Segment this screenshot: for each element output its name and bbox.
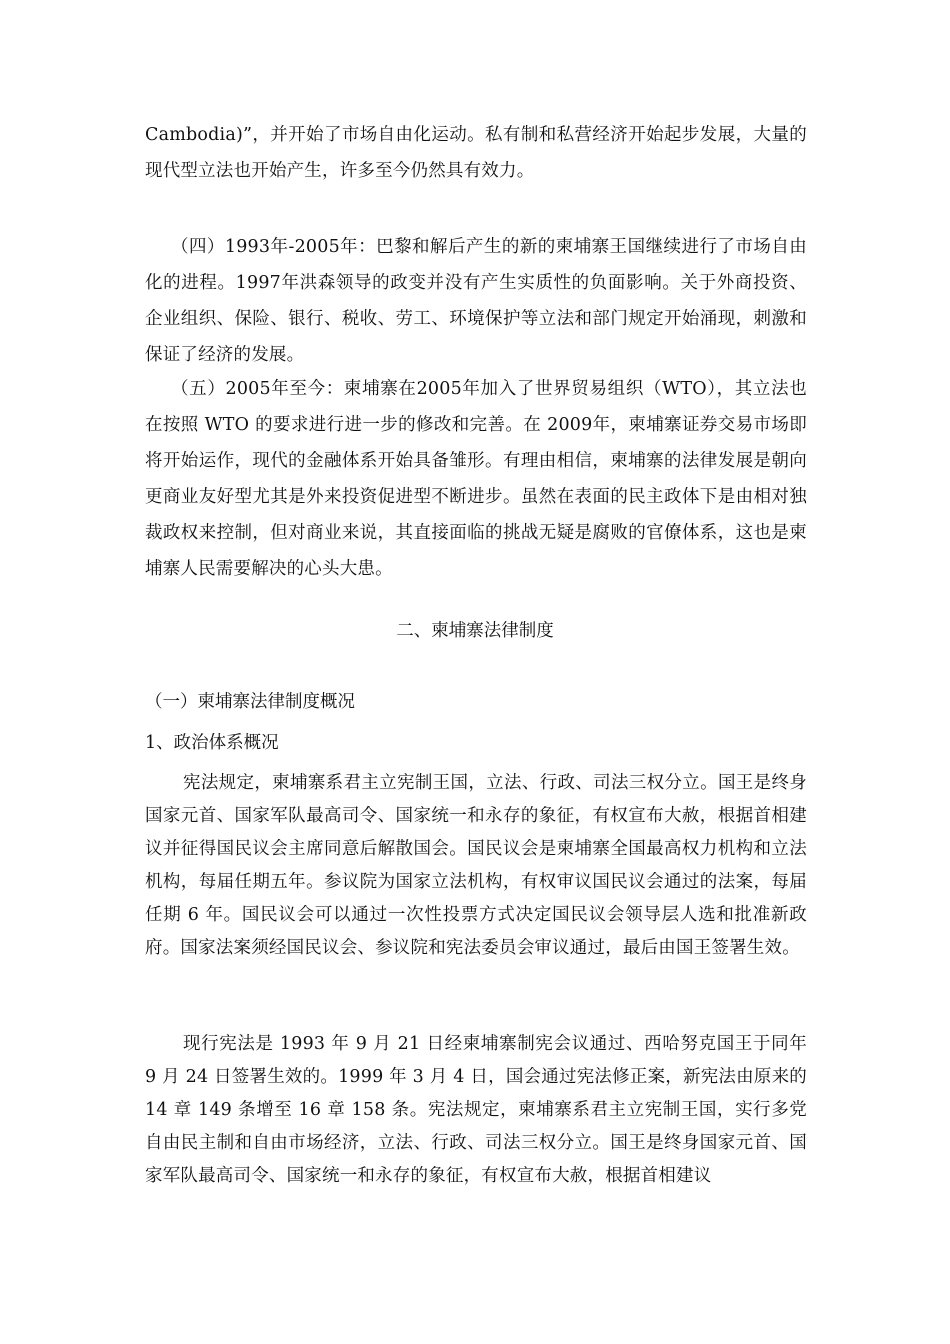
paragraph: 宪法规定，柬埔寨系君主立宪制王国，立法、行政、司法三权分立。国王是终身国家元首、国家军队最高司令、国家统一和永存的象征，有权宣布大赦，根据首相建议并征得国民议会主席同意后解散国会。国民议会是柬埔寨全国最高权力机构和立法机构，每届任期五年。参议院为国家立法机构，有权审议国民议会通过的法案，每届任期 6 年。国民议会可以通过一次性投票方式决定国民议会领导层人选和批准新政府。国家法案须经国民议会、参议院和宪法委员会审议通过，最后由国王签署生效。 [145,773,807,958]
section-heading: 二、柬埔寨法律制度 [396,621,554,641]
subsection-heading: 1、政治体系概况 [145,733,279,753]
subsection-heading: （一）柬埔寨法律制度概况 [145,692,355,712]
paragraph: Cambodia)”，并开始了市场自由化运动。私有制和私营经济开始起步发展，大量的现代型立法也开始产生，许多至今仍然具有效力。 [145,125,807,181]
paragraph: 现行宪法是 1993 年 9 月 21 日经柬埔寨制宪会议通过、西哈努克国王于同年 9 月 24 日签署生效的。1999 年 3 月 4 日，国会通过宪法修正案，新宪法由原来的 14 章 149 条增至 16 章 158 条。宪法规定，柬埔寨系君主立宪制王国，实行多党自由民主制和自由市场经济，立法、行政、司法三权分立。国王是终身国家元首、国家军队最高司令、国家统一和永存的象征，有权宣布大赦，根据首相建议 [145,1034,807,1186]
paragraph: （五）2005年至今：柬埔寨在2005年加入了世界贸易组织（WTO），其立法也在按照 WTO 的要求进行进一步的修改和完善。在 2009年，柬埔寨证券交易市场即将开始运作，现代的金融体系开始具备雏形。有理由相信，柬埔寨的法律发展是朝向更商业友好型尤其是外来投资促进型不断进步。虽然在表面的民主政体下是由相对独裁政权来控制，但对商业来说，其直接面临的挑战无疑是腐败的官僚体系，这也是柬埔寨人民需要解决的心头大患。 [145,379,807,579]
paragraph: （四）1993年-2005年：巴黎和解后产生的新的柬埔寨王国继续进行了市场自由化的进程。1997年洪森领导的政变并没有产生实质性的负面影响。关于外商投资、企业组织、保险、银行、税收、劳工、环境保护等立法和部门规定开始涌现，刺激和保证了经济的发展。 [145,237,807,365]
